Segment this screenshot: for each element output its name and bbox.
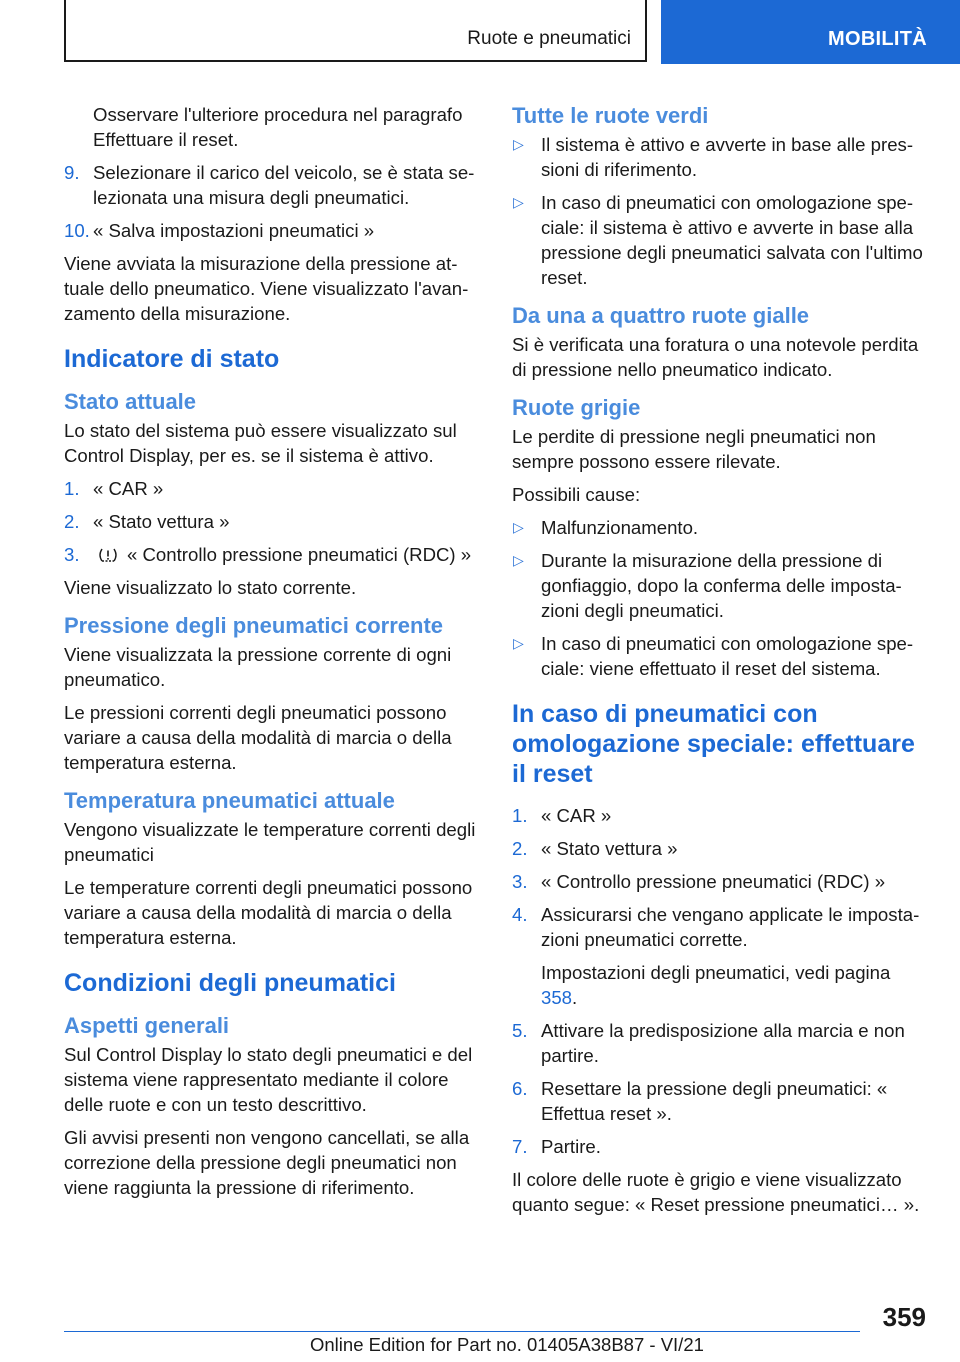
list-text: « Salva impostazioni pneumatici » bbox=[93, 220, 375, 241]
paragraph: Le temperature correnti degli pneumatici possono variare a causa della modalità di marcia o della temperatura esterna. bbox=[64, 877, 473, 948]
triangle-bullet-icon: ▷ bbox=[513, 136, 524, 152]
header-section-box bbox=[64, 0, 647, 62]
list-number: 9. bbox=[64, 162, 80, 183]
list-item bbox=[64, 476, 484, 501]
intro-paragraph: Osservare l'ulteriore procedura nel paragrafo Effettuare il reset. bbox=[93, 104, 463, 150]
list-number: 5. bbox=[512, 1020, 528, 1041]
list-number: 3. bbox=[64, 544, 80, 565]
paragraph: Si è verificata una foratura o una notevole perdita di pressione nello pneumatico indicato. bbox=[512, 334, 919, 380]
paragraph: Gli avvisi presenti non vengono cancellati, se alla correzione della pressione degli pneumatici non viene raggiunta la pressione di riferimento. bbox=[64, 1127, 470, 1198]
bullet-item bbox=[512, 190, 930, 290]
bullet-text: In caso di pneumatici con omologazione speciale: viene effettuato il reset del sistema. bbox=[541, 633, 914, 679]
bullet-item bbox=[512, 132, 930, 182]
page-number: 359 bbox=[882, 1302, 926, 1332]
paragraph: Viene visualizzata la pressione corrente di ogni pneumatico. bbox=[64, 644, 452, 690]
heading-ruote-grigie: Ruote grigie bbox=[512, 395, 641, 420]
bullet-item bbox=[512, 515, 930, 540]
footer-divider bbox=[64, 1331, 860, 1332]
right-column bbox=[512, 102, 930, 1225]
heading-stato-attuale: Stato attuale bbox=[64, 389, 197, 414]
bullet-item bbox=[512, 548, 930, 623]
list-text: Attivare la predisposizione alla marcia e non partire. bbox=[541, 1020, 905, 1066]
page-header bbox=[0, 0, 960, 66]
list-item bbox=[512, 803, 930, 828]
bullet-item bbox=[512, 631, 930, 681]
list-item bbox=[512, 1076, 930, 1126]
paragraph: Vengono visualizzate le temperature correnti degli pneumatici bbox=[64, 819, 476, 865]
page-link[interactable]: 358 bbox=[541, 987, 573, 1008]
heading-pressione: Pressione degli pneumatici corrente bbox=[64, 613, 444, 638]
list-item bbox=[512, 836, 930, 861]
bullet-text: Malfunzionamento. bbox=[541, 517, 699, 538]
list-number: 4. bbox=[512, 904, 528, 925]
list-number: 1. bbox=[512, 805, 528, 826]
footer-edition-text: Online Edition for Part no. 01405A38B87 - VI/21 bbox=[310, 1334, 704, 1355]
paragraph: Il colore delle ruote è grigio e viene visualizzato quanto segue: « Reset pressione pneumatici… ». bbox=[512, 1169, 920, 1215]
list-text: Partire. bbox=[541, 1136, 601, 1157]
list-item bbox=[512, 1018, 930, 1068]
list-number: 1. bbox=[64, 478, 80, 499]
paragraph: Lo stato del sistema può essere visualizzato sul Control Display, per es. se il sistema è attivo. bbox=[64, 420, 457, 466]
paragraph: Viene visualizzato lo stato corrente. bbox=[64, 577, 357, 598]
list-item bbox=[512, 1134, 930, 1159]
paragraph: Le perdite di pressione negli pneumatici non sempre possono essere rilevate. bbox=[512, 426, 876, 472]
tire-pressure-warning-icon bbox=[97, 547, 119, 563]
triangle-bullet-icon: ▷ bbox=[513, 552, 524, 568]
header-section-title: Ruote e pneumatici bbox=[467, 28, 631, 49]
list-number: 2. bbox=[64, 511, 80, 532]
list-number: 2. bbox=[512, 838, 528, 859]
list-text: Resettare la pressione degli pneumatici: « Effettua reset ». bbox=[541, 1078, 888, 1124]
footer-edition bbox=[310, 1334, 704, 1356]
heading-ruote-verdi: Tutte le ruote verdi bbox=[512, 103, 709, 128]
list-text: « CAR » bbox=[541, 805, 612, 826]
paragraph: Le pressioni correnti degli pneumatici possono variare a causa della modalità di marcia o della temperatura esterna. bbox=[64, 702, 452, 773]
list-number: 7. bbox=[512, 1136, 528, 1157]
list-text: « Controllo pressione pneumatici (RDC) » bbox=[127, 544, 472, 565]
bullet-text: Durante la misurazione della pressione di gonfiaggio, dopo la conferma delle impostazioni degli pneumatici. bbox=[541, 550, 902, 621]
list-number: 10. bbox=[64, 220, 90, 241]
list-item bbox=[512, 902, 930, 952]
triangle-bullet-icon: ▷ bbox=[513, 635, 524, 651]
list-item bbox=[512, 869, 930, 894]
bullet-text: Il sistema è attivo e avverte in base alle pressioni di riferimento. bbox=[541, 134, 914, 180]
triangle-bullet-icon: ▷ bbox=[513, 194, 524, 210]
heading-ruote-gialle: Da una a quattro ruote gialle bbox=[512, 303, 810, 328]
heading-aspetti: Aspetti generali bbox=[64, 1013, 230, 1038]
list-text: « Stato vettura » bbox=[541, 838, 678, 859]
paragraph: Sul Control Display lo stato degli pneumatici e del sistema viene rappresentato mediante il colore delle ruote e con un testo descrittivo. bbox=[64, 1044, 473, 1115]
header-chapter-label: MOBILITÀ bbox=[828, 28, 928, 50]
bullet-text: In caso di pneumatici con omologazione speciale: il sistema è attivo e avverte in base alla pressione degli pneumatici salvata con l'ultimo reset. bbox=[541, 192, 923, 288]
header-chapter-tab bbox=[661, 0, 960, 64]
cross-reference-note bbox=[512, 960, 930, 1010]
list-number: 6. bbox=[512, 1078, 528, 1099]
list-text: Assicurarsi che vengano applicate le impostazioni pneumatici corrette. bbox=[541, 904, 920, 950]
heading-condizioni: Condizioni degli pneumatici bbox=[64, 969, 396, 997]
paragraph: Possibili cause: bbox=[512, 484, 641, 505]
note-suffix: . bbox=[572, 987, 578, 1008]
list-item bbox=[64, 542, 484, 567]
list-item bbox=[64, 509, 484, 534]
triangle-bullet-icon: ▷ bbox=[513, 519, 524, 535]
list-text: « Controllo pressione pneumatici (RDC) » bbox=[541, 871, 886, 892]
heading-indicatore: Indicatore di stato bbox=[64, 345, 280, 373]
list-item bbox=[64, 160, 484, 210]
list-text: Selezionare il carico del veicolo, se è stata selezionata una misura degli pneumatici. bbox=[93, 162, 475, 208]
note-text: Impostazioni degli pneumatici, vedi pagina bbox=[541, 962, 891, 983]
list-text: « CAR » bbox=[93, 478, 164, 499]
list-number: 3. bbox=[512, 871, 528, 892]
heading-reset: In caso di pneumatici con omologazione speciale: effettuare il reset bbox=[512, 700, 915, 788]
list-item bbox=[64, 218, 484, 243]
list-text: « Stato vettura » bbox=[93, 511, 230, 532]
paragraph: Viene avviata la misurazione della pressione attuale dello pneumatico. Viene visualizzato l'avanzamento della misurazione. bbox=[64, 253, 469, 324]
left-column bbox=[64, 102, 484, 1208]
heading-temperatura: Temperatura pneumatici attuale bbox=[64, 788, 395, 813]
